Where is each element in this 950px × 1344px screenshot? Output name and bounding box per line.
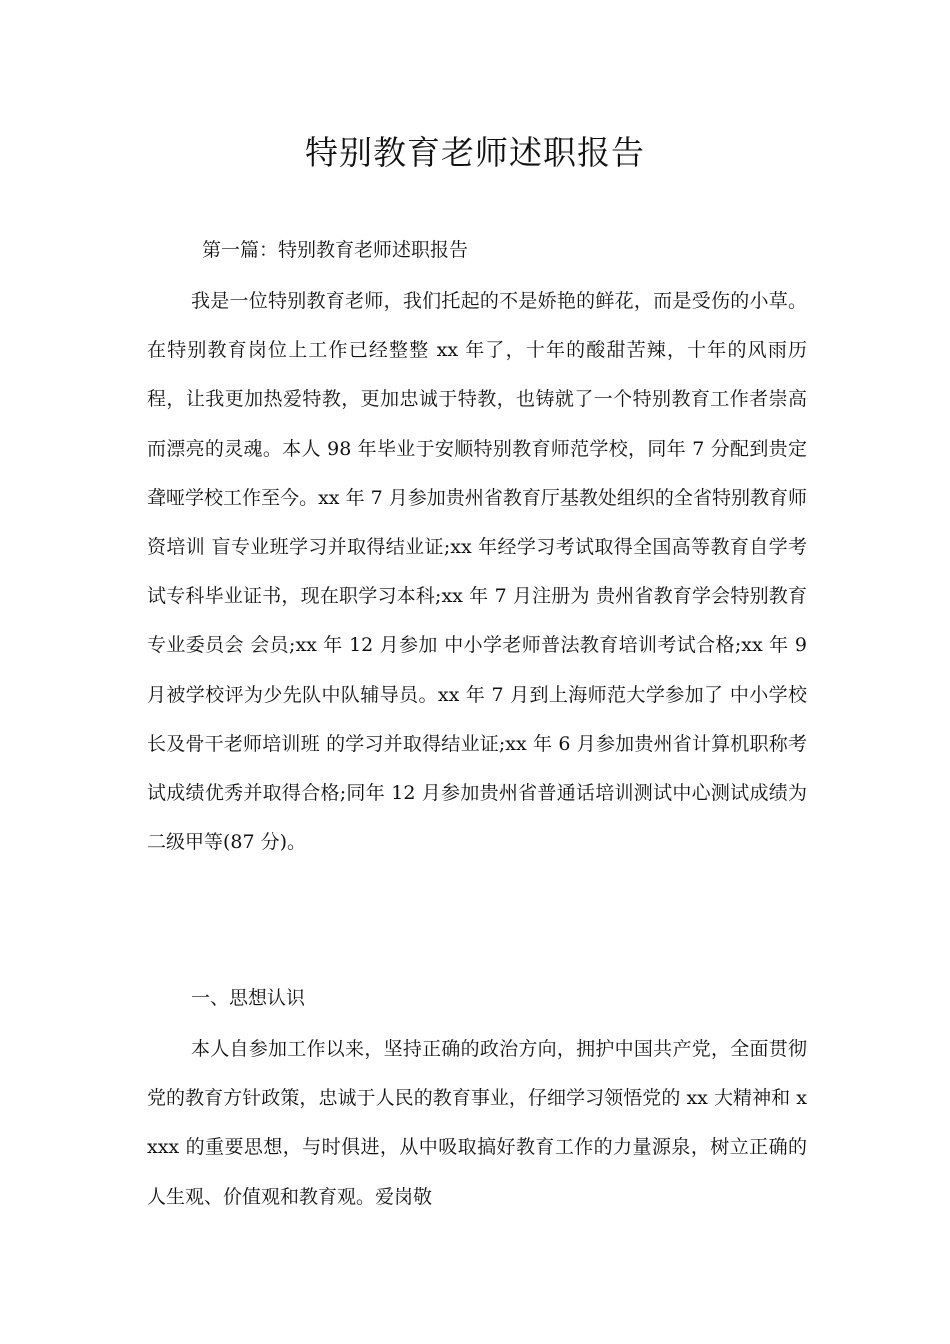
body-paragraph-2: 本人自参加工作以来，坚持正确的政治方向，拥护中国共产党，全面贯彻党的教育方针政策，忠诚于人民的教育事业，仔细学习领悟党的 xx 大精神和 xxxx 的重要思想，与时俱进，从中吸取搞好教育工作的力量源泉，树立正确的人生观、价值观和教育观。爱岗敬 <box>147 1038 807 1208</box>
section-heading-thought: 一、思想认识 <box>191 987 306 1009</box>
body-paragraph-1: 我是一位特别教育老师，我们托起的不是娇艳的鲜花，而是受伤的小草。在特别教育岗位上工作已经整整 xx 年了，十年的酸甜苦辣，十年的风雨历程，让我更加热爱特教，更加忠诚于特教，也铸就了一个特别教育工作者崇高而漂亮的灵魂。本人 98 年毕业于安顺特别教育师范学校，同年 7 分配到贵定聋哑学校工作至今。xx 年 7 月参加贵州省教育厅基教处组织的全省特别教育师资培训 盲专业班学习并取得结业证;xx 年经学习考试取得全国高等教育自学考试专科毕业证书，现在职学习本科;xx 年 7 月注册为 贵州省教育学会特别教育专业委员会 会员;xx 年 12 月参加 中小学老师普法教育培训考试合格;xx 年 9 月被学校评为少先队中队辅导员。xx 年 7 月到上海师范大学参加了 中小学校长及骨干老师培训班 的学习并取得结业证;xx 年 6 月参加贵州省计算机职称考试成绩优秀并取得合格;同年 12 月参加贵州省普通话培训测试中心测试成绩为二级甲等(87 分)。 <box>147 290 807 854</box>
document-title: 特别教育老师述职报告 <box>305 133 645 172</box>
document-subtitle: 第一篇：特别教育老师述职报告 <box>202 239 469 261</box>
